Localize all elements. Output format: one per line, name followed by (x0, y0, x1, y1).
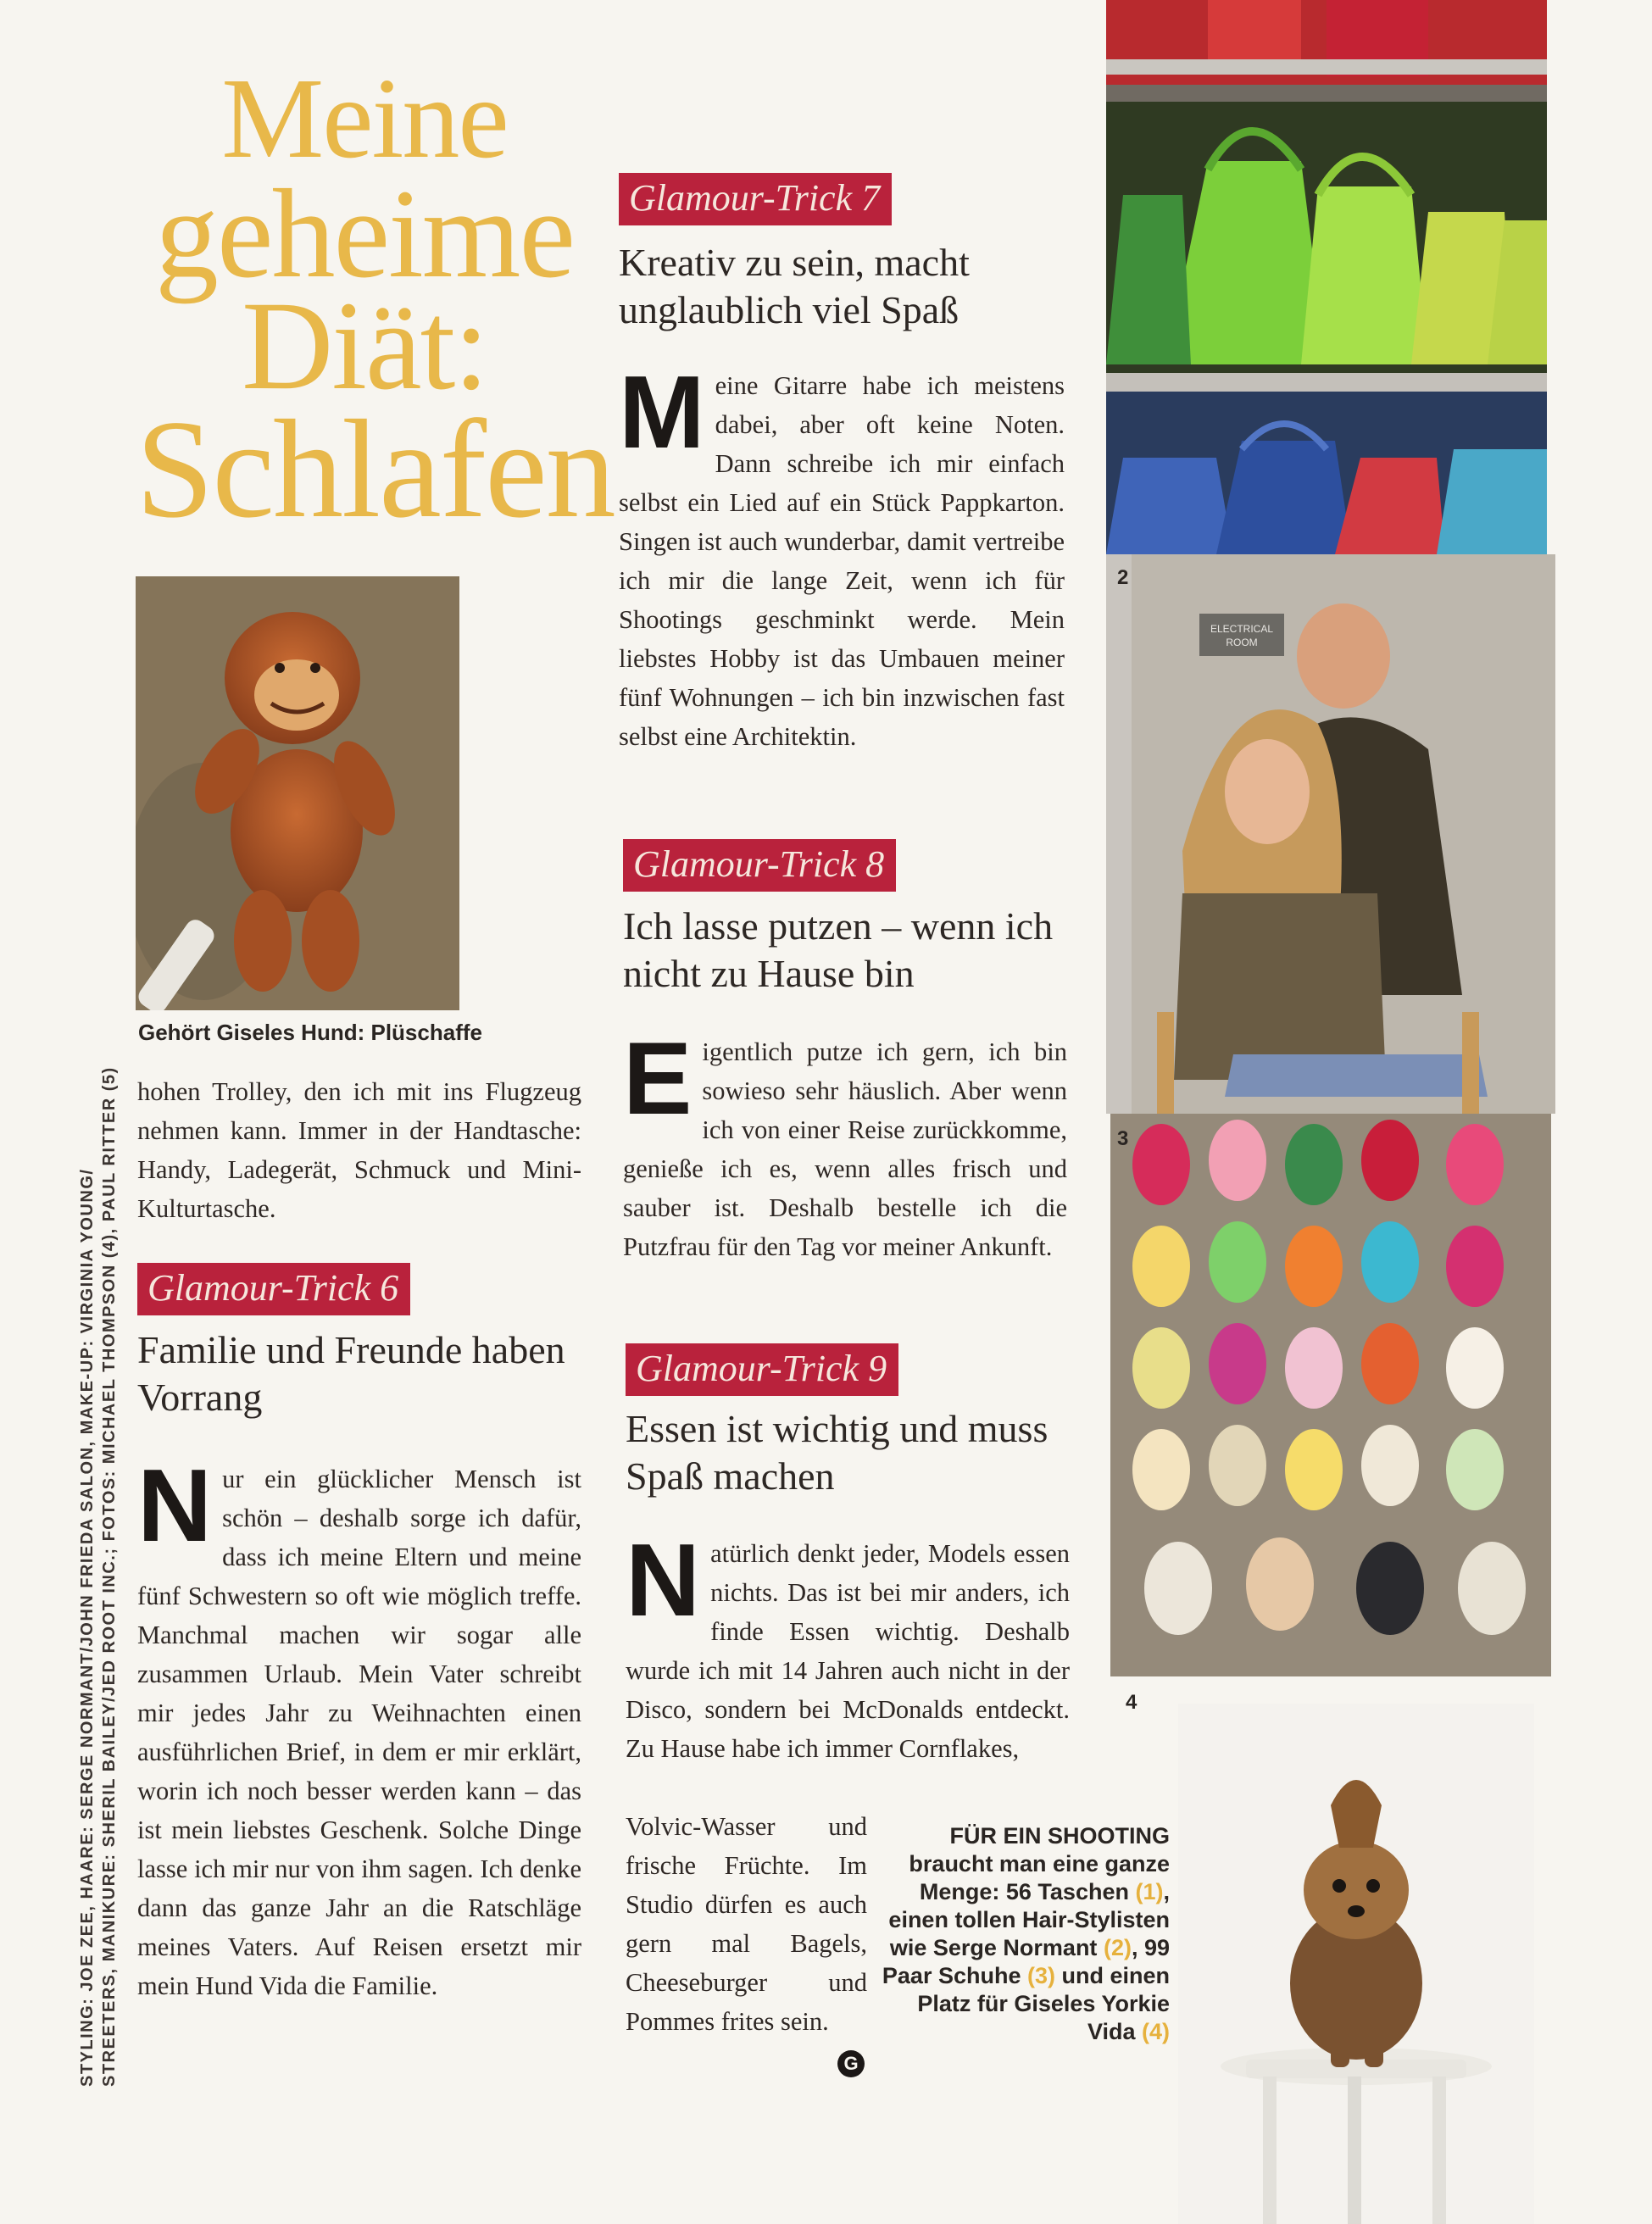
trick-8-heading: Ich lasse putzen – wenn ich nicht zu Hause bin (623, 904, 1054, 995)
shooting-caption-text-4: und einen Platz für Giseles Yorkie Vida (917, 1963, 1170, 2044)
plush-monkey-photo (136, 576, 459, 1010)
photo-caption: Gehört Giseles Hund: Plüschaffe (138, 1020, 482, 1045)
shooting-caption-text-2: , einen tollen Hair-Stylisten wie Serge Normant (888, 1879, 1170, 1960)
dropcap: N (137, 1448, 213, 1563)
trick-6-body (137, 1448, 581, 2005)
trick-8-body (623, 1020, 1067, 1266)
shooting-caption (882, 1822, 1170, 2046)
photo-yorkie (1178, 1704, 1534, 2224)
trick-6-heading: Familie und Freunde haben Vorrang (137, 1328, 565, 1419)
yorkie-illustration (1178, 1704, 1534, 2224)
dropcap: M (619, 354, 705, 470)
trick-6-text: ur ein glücklicher Mensch ist schön – deshalb sorge ich dafür, dass ich meine Eltern und meine fünf Schwestern so oft wie möglich treffe. Manchmal machen wir sogar alle zusammen Urlaub. Mein Vater schreibt mir jedes Jahr zu Weihnachten einen ausführlichen Brief, in dem er mir erklärt, worin ich noch besser werden kann – das ist mein liebstes Geschenk. Solche Dinge lasse ich mir nur von ihm sagen. Ich denke dann das ganze Jahr an die Ratschläge meines Vaters. Auf Reisen ersetzt mir mein Hund Vida die Familie. (137, 1465, 581, 2000)
shooting-caption-ref-2: (2) (1103, 1935, 1132, 1960)
headline-line-4: Schlafen (136, 391, 615, 547)
trick-9-body-b (626, 1807, 867, 2041)
trick-8-text: igentlich putze ich gern, ich bin sowieso sehr häuslich. Aber wenn ich von einer Reise zurückkomme, genieße ich es, wenn alles frisch und sauber ist. Deshalb bestelle ich die Putzfrau für den Tag vor meiner Ankunft. (623, 1037, 1067, 1261)
headline (127, 55, 615, 547)
photo-number-2: 2 (1117, 566, 1129, 589)
shooting-caption-text-3: , 99 Paar Schuhe (882, 1935, 1170, 1988)
trick-9-label: Glamour-Trick 9 (626, 1343, 898, 1396)
shooting-caption-ref-3: (3) (1027, 1963, 1055, 1988)
photo-number-3: 3 (1117, 1127, 1129, 1150)
door-sign-line-2: ROOM (1226, 637, 1258, 648)
shooting-caption-text-1: braucht man eine ganze Menge: 56 Taschen (909, 1851, 1170, 1904)
headline-line-3: Diät: (242, 275, 487, 416)
trick-7-label: Glamour-Trick 7 (619, 173, 892, 225)
trick-9-text-a: atürlich denkt jeder, Models essen nichts. Das ist bei mir anders, ich finde Essen wichtig. Deshalb wurde ich mit 14 Jahren auch nicht in der Disco, sondern bei McDonalds entdeckt. Zu Hause habe ich immer Cornflakes, (626, 1539, 1070, 1763)
photo-shoes (1110, 1114, 1551, 1676)
plush-monkey-illustration (136, 576, 459, 1010)
column-1-intro (137, 1072, 581, 1228)
glamour-end-mark-icon: G (837, 2050, 865, 2077)
photo-credits (76, 951, 120, 2087)
shooting-caption-lead: FÜR EIN SHOOTING (949, 1823, 1170, 1849)
credits-line-2: STREETERS, MANIKURE: SHERIL BAILEY/JED ROOT INC.; FOTOS: MICHAEL THOMPSON (4), PAUL RITTER (5) (100, 1066, 119, 2087)
dropcap: E (623, 1020, 693, 1136)
shooting-caption-ref-1: (1) (1135, 1879, 1164, 1904)
handbags-illustration (1106, 0, 1547, 554)
trick-9-heading: Essen ist wichtig und muss Spaß machen (626, 1407, 1048, 1498)
shoes-illustration (1110, 1114, 1551, 1676)
trick-8-label: Glamour-Trick 8 (623, 839, 896, 892)
headline-line-1: Meine (221, 55, 508, 182)
trick-7-body (619, 354, 1065, 756)
trick-9-body-a (626, 1522, 1070, 1768)
photo-hair-stylist (1106, 554, 1555, 1114)
dropcap: N (626, 1522, 701, 1637)
photo-handbags (1106, 0, 1547, 554)
trick-6-label: Glamour-Trick 6 (137, 1263, 410, 1315)
trick-9-text-b: Volvic-Wasser und frische Früchte. Im Studio dürfen es auch gern mal Bagels, Cheeseburger und Pommes frites sein. (626, 1812, 867, 2036)
trick-7-text: eine Gitarre habe ich meistens dabei, aber oft keine Noten. Dann schreibe ich mir einfach selbst ein Lied auf ein Stück Pappkarton. Singen ist auch wunderbar, damit vertreibe ich mir die lange Zeit, wenn ich für Shootings geschminkt werde. Mein liebstes Hobby ist das Umbauen meiner fünf Wohnungen – ich bin inzwischen fast selbst eine Architektin. (619, 371, 1065, 751)
credits-line-1: STYLING: JOE ZEE, HAARE: SERGE NORMANT/JOHN FRIEDA SALON, MAKE-UP: VIRGINIA YOUNG/ (78, 1168, 97, 2087)
intro-paragraph: hohen Trolley, den ich mit ins Flugzeug nehmen kann. Immer in der Handtasche: Handy, Ladegerät, Schmuck und Mini-Kulturtasche. (137, 1077, 581, 1223)
trick-7-heading: Kreativ zu sein, macht unglaublich viel Spaß (619, 241, 970, 331)
stylist-illustration (1106, 554, 1555, 1114)
headline-line-2: geheime (154, 164, 575, 304)
door-sign-line-1: ELECTRICAL (1210, 623, 1274, 635)
shooting-caption-ref-4: (4) (1142, 2019, 1170, 2044)
photo-number-4: 4 (1126, 1691, 1137, 1714)
